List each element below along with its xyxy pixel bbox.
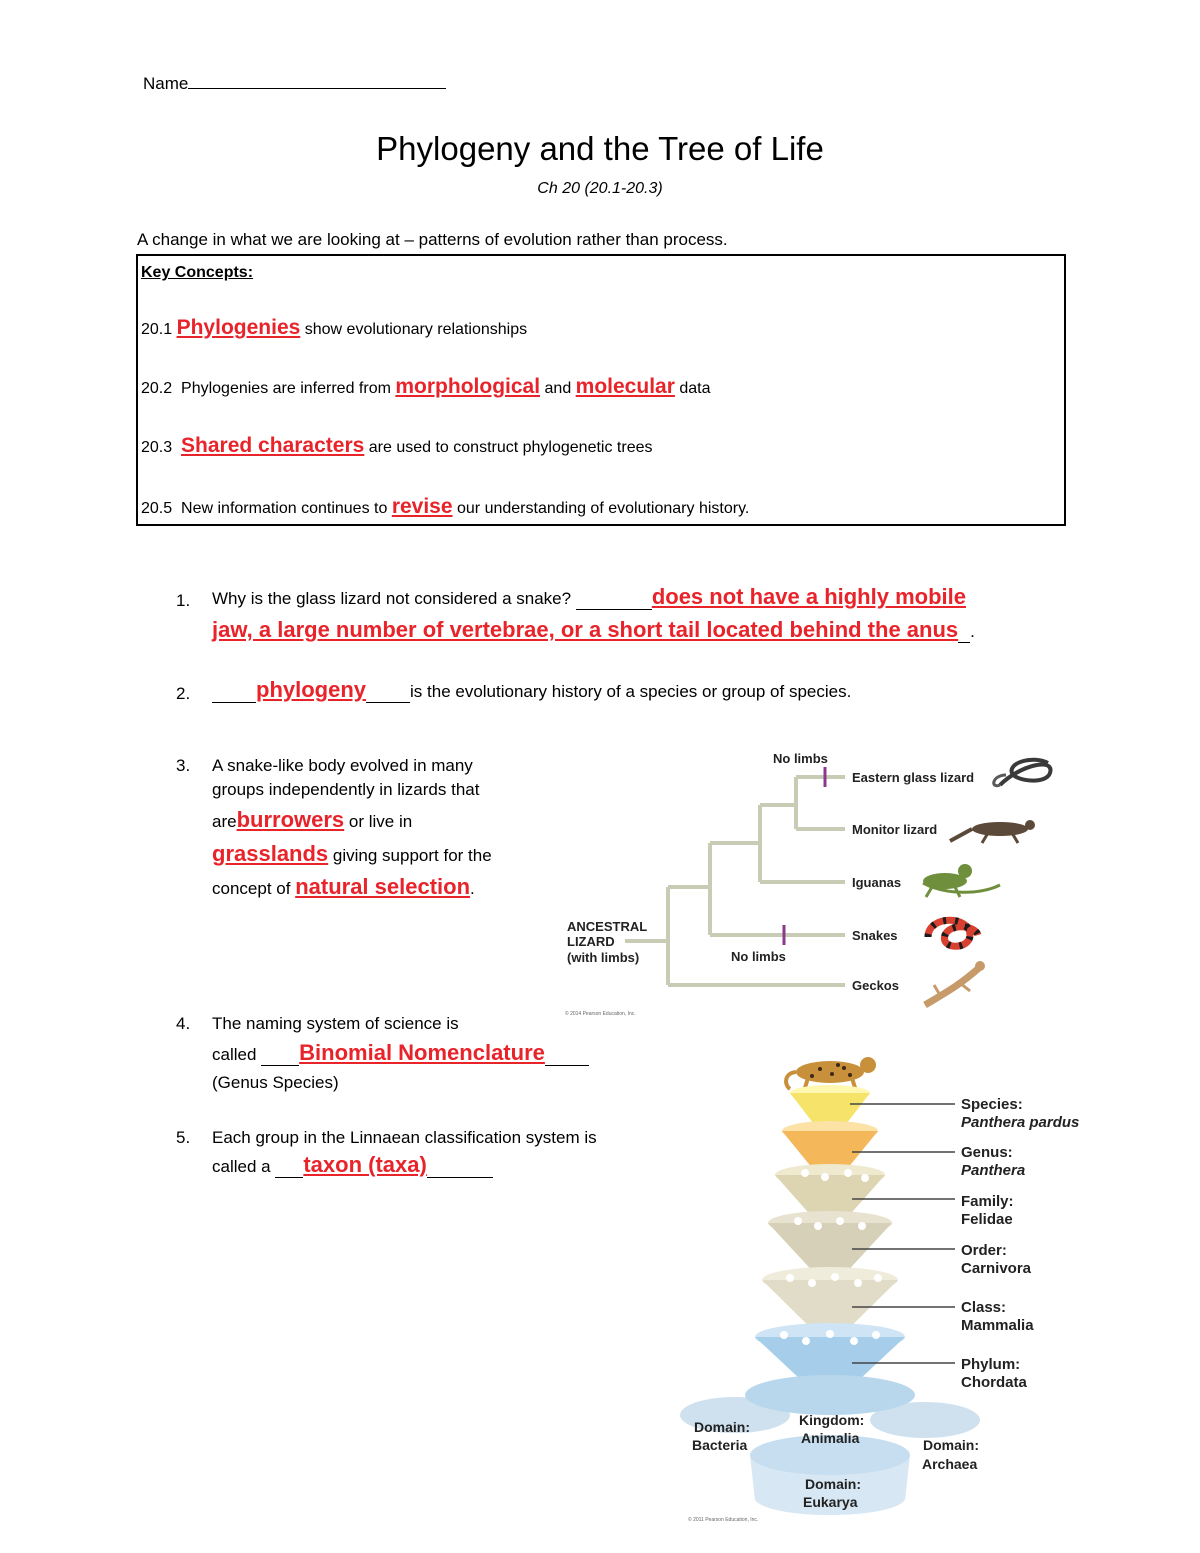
taxonomy-hierarchy-figure	[680, 1045, 1110, 1525]
gecko-illustration	[925, 961, 985, 1005]
concept-number: 20.3	[141, 439, 173, 456]
q4-blank-start[interactable]	[261, 1045, 299, 1066]
root-label-3: (with limbs)	[567, 950, 640, 965]
name-blank[interactable]	[188, 72, 446, 89]
concept-text: Phylogenies are inferred from	[181, 380, 391, 397]
q1-blank-end[interactable]	[958, 622, 970, 643]
concept-text: show evolutionary relationships	[304, 321, 528, 338]
q5-answer: taxon (taxa)	[303, 1152, 427, 1177]
q5-blank-start[interactable]	[275, 1157, 303, 1178]
concept-text: and	[544, 380, 572, 397]
concept-number: 20.2	[141, 380, 173, 397]
name-label: Name	[143, 74, 189, 93]
q2-blank-end[interactable]	[366, 682, 410, 703]
q3-line4	[212, 841, 492, 867]
q1-number: 1.	[176, 591, 191, 610]
monitor-lizard-illustration	[950, 820, 1035, 843]
q1-line1	[212, 584, 966, 610]
q3-text: concept of	[212, 879, 291, 898]
q3-end: .	[470, 879, 475, 898]
q2-answer: phylogeny	[256, 677, 367, 702]
q3-answer-burrowers: burrowers	[236, 807, 345, 832]
root-label-2: LIZARD	[567, 934, 615, 949]
q3-line1: A snake-like body evolved in many	[212, 756, 473, 775]
page-subtitle: Ch 20 (20.1-20.3)	[537, 180, 663, 197]
key-concepts-title: Key Concepts:	[141, 264, 254, 281]
taxon-glass-lizard: Eastern glass lizard	[852, 770, 975, 785]
root-label-1: ANCESTRAL	[567, 919, 648, 934]
q2-line	[212, 677, 851, 703]
trait-label-bottom: No limbs	[731, 949, 786, 964]
q5-line2	[212, 1152, 493, 1178]
q1-blank[interactable]	[576, 589, 652, 610]
rank-order: Order:	[961, 1242, 1007, 1259]
rank-genus: Genus:	[961, 1144, 1013, 1161]
answer-shared-characters: Shared characters	[181, 434, 365, 457]
glass-lizard-illustration	[994, 760, 1051, 786]
lizard-phylogeny-figure	[560, 745, 1070, 1020]
q2-blank-start[interactable]	[212, 682, 256, 703]
concept-text: are used to construct phylogenetic trees	[368, 439, 653, 456]
name-field	[143, 72, 446, 94]
taxonomy-credit: © 2011 Pearson Education, Inc.	[688, 1517, 759, 1523]
domain-eukarya-name: Eukarya	[803, 1494, 858, 1510]
rank-phylum: Phylum:	[961, 1356, 1021, 1373]
domain-eukarya-rank: Domain:	[805, 1476, 861, 1492]
q5-number: 5.	[176, 1128, 191, 1147]
answer-phylogenies: Phylogenies	[176, 316, 301, 339]
trait-label-top: No limbs	[773, 751, 828, 766]
taxon-monitor-lizard: Monitor lizard	[852, 822, 938, 837]
taxon-geckos: Geckos	[852, 978, 899, 993]
q4-blank-end[interactable]	[545, 1045, 589, 1066]
concept-20-1	[141, 316, 527, 340]
domain-archaea-name: Archaea	[922, 1456, 978, 1472]
rank-family: Family:	[961, 1193, 1014, 1210]
concept-text: our understanding of evolutionary history.	[457, 500, 750, 517]
q1-answer-line1: does not have a highly mobile	[651, 584, 966, 609]
q4-number: 4.	[176, 1014, 191, 1033]
name-family: Felidae	[961, 1211, 1013, 1228]
concept-number: 20.5	[141, 500, 173, 517]
q3-text: giving support for the	[332, 846, 492, 865]
name-species: Panthera pardus	[961, 1114, 1080, 1131]
q4-answer: Binomial Nomenclature	[299, 1040, 545, 1065]
page-title: Phylogeny and the Tree of Life	[376, 130, 824, 167]
q5-blank-end[interactable]	[427, 1157, 493, 1178]
q3-answer-grasslands: grasslands	[212, 841, 329, 866]
q3-answer-natural-selection: natural selection	[295, 874, 471, 899]
q1-answer-line2: jaw, a large number of vertebrae, or a short tail located behind the anus	[212, 617, 959, 642]
tree-credit: © 2014 Pearson Education, Inc.	[565, 1011, 636, 1017]
iguana-illustration	[923, 864, 1000, 897]
taxon-iguanas: Iguanas	[852, 875, 902, 890]
rank-species: Species:	[961, 1096, 1023, 1113]
q4-line1: The naming system of science is	[212, 1014, 459, 1033]
domain-archaea-rank: Domain:	[923, 1437, 979, 1453]
q4-line2	[212, 1040, 589, 1066]
name-class: Mammalia	[961, 1317, 1034, 1334]
q1-line2	[212, 617, 975, 643]
name-phylum: Chordata	[961, 1374, 1027, 1391]
kingdom-name: Animalia	[801, 1430, 860, 1446]
kingdom-rank: Kingdom:	[799, 1412, 865, 1428]
concept-text: New information continues to	[181, 500, 388, 517]
domain-bacteria-rank: Domain:	[694, 1419, 750, 1435]
q4-text: called	[212, 1045, 257, 1064]
q3-line2: groups independently in lizards that	[212, 780, 480, 799]
name-genus: Panthera	[961, 1162, 1026, 1179]
name-order: Carnivora	[961, 1260, 1032, 1277]
q1-text: Why is the glass lizard not considered a snake?	[212, 589, 572, 608]
answer-revise: revise	[391, 495, 453, 518]
snake-illustration	[928, 920, 978, 946]
q1-end: .	[970, 622, 975, 641]
q2-number: 2.	[176, 684, 191, 703]
concept-20-5	[141, 495, 749, 519]
q2-text: is the evolutionary history of a species or group of species.	[410, 682, 852, 701]
concept-text: data	[679, 380, 711, 397]
concept-20-3	[141, 434, 652, 458]
concept-number: 20.1	[141, 321, 173, 338]
rank-class: Class:	[961, 1299, 1007, 1316]
q5-text: called a	[212, 1157, 271, 1176]
q5-line1: Each group in the Linnaean classification system is	[212, 1128, 597, 1147]
q3-text: or live in	[348, 812, 413, 831]
q4-line3: (Genus Species)	[212, 1073, 339, 1092]
domain-bacteria-name: Bacteria	[692, 1437, 748, 1453]
q3-number: 3.	[176, 756, 191, 775]
taxon-snakes: Snakes	[852, 928, 898, 943]
answer-molecular: molecular	[575, 375, 675, 398]
intro-text: A change in what we are looking at – patterns of evolution rather than process.	[137, 230, 728, 249]
answer-morphological: morphological	[395, 375, 541, 398]
q3-text: are	[212, 812, 237, 831]
q3-line3	[212, 807, 412, 833]
q3-line5	[212, 874, 475, 900]
concept-20-2	[141, 375, 710, 399]
